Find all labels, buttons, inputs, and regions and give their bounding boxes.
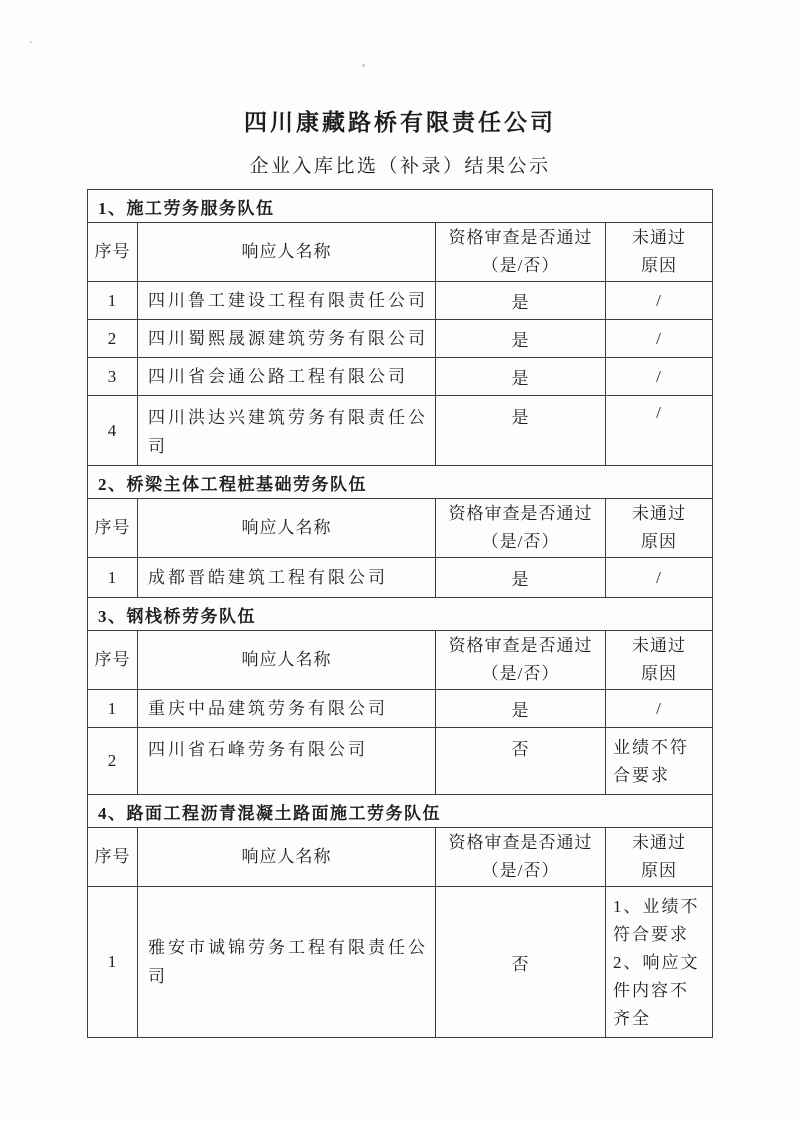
serial-cell: 2 xyxy=(88,320,138,358)
col-header-reason-line2: 原因 xyxy=(641,664,677,683)
col-header-qualification-line1: 资格审查是否通过 xyxy=(448,636,593,655)
company-name-cell: 成都晋皓建筑工程有限公司 xyxy=(138,558,436,598)
col-header-reason-line1: 未通过 xyxy=(632,228,686,247)
serial-cell: 3 xyxy=(88,358,138,396)
serial-cell: 1 xyxy=(88,282,138,320)
col-header-reason-line1: 未通过 xyxy=(632,833,686,852)
reason-cell: / xyxy=(606,558,713,598)
reason-cell xyxy=(606,887,713,1038)
column-header-row xyxy=(88,631,713,690)
pass-cell: 是 xyxy=(436,396,606,466)
reason-cell: / xyxy=(606,320,713,358)
col-header-qualification xyxy=(436,223,606,282)
column-header-row xyxy=(88,828,713,887)
col-header-reason-line1: 未通过 xyxy=(632,636,686,655)
pass-cell: 否 xyxy=(436,728,606,795)
pass-cell: 否 xyxy=(436,887,606,1038)
column-header-row xyxy=(88,223,713,282)
col-header-qualification xyxy=(436,499,606,558)
col-header-qualification-line2: （是/否） xyxy=(481,861,560,880)
reason-cell: / xyxy=(606,690,713,728)
col-header-reason-line2: 原因 xyxy=(641,532,677,551)
reason-item: 1、业绩不符合要求 xyxy=(613,897,700,944)
col-header-serial: 序号 xyxy=(88,499,138,558)
reason-cell: 业绩不符合要求 xyxy=(606,728,713,795)
serial-cell: 1 xyxy=(88,887,138,1038)
results-table xyxy=(87,189,713,1038)
pass-cell: 是 xyxy=(436,358,606,396)
table-row xyxy=(88,690,713,728)
col-header-qualification xyxy=(436,828,606,887)
reason-cell: / xyxy=(606,396,713,466)
col-header-qualification-line1: 资格审查是否通过 xyxy=(448,833,593,852)
col-header-qualification-line1: 资格审查是否通过 xyxy=(448,504,593,523)
col-header-serial: 序号 xyxy=(88,223,138,282)
company-name-cell: 四川省会通公路工程有限公司 xyxy=(138,358,436,396)
section-header-row xyxy=(88,190,713,223)
company-name-cell: 四川洪达兴建筑劳务有限责任公司 xyxy=(138,396,436,466)
col-header-serial: 序号 xyxy=(88,828,138,887)
reason-item: 2、响应文件内容不齐全 xyxy=(613,953,700,1028)
section-title: 1、施工劳务服务队伍 xyxy=(88,190,713,223)
col-header-reason xyxy=(606,631,713,690)
table-row xyxy=(88,358,713,396)
col-header-company: 响应人名称 xyxy=(138,223,436,282)
section-header-row xyxy=(88,466,713,499)
table-row xyxy=(88,887,713,1038)
col-header-company: 响应人名称 xyxy=(138,631,436,690)
section-header-row xyxy=(88,795,713,828)
section-title: 4、路面工程沥青混凝土路面施工劳务队伍 xyxy=(88,795,713,828)
company-name-cell: 四川鲁工建设工程有限责任公司 xyxy=(138,282,436,320)
reason-cell: / xyxy=(606,282,713,320)
section-title: 3、钢栈桥劳务队伍 xyxy=(88,598,713,631)
col-header-qualification-line2: （是/否） xyxy=(481,256,560,275)
col-header-company: 响应人名称 xyxy=(138,499,436,558)
serial-cell: 1 xyxy=(88,558,138,598)
document-title: 四川康藏路桥有限责任公司 xyxy=(244,110,556,135)
pass-cell: 是 xyxy=(436,320,606,358)
scan-speck xyxy=(362,64,365,67)
col-header-reason-line2: 原因 xyxy=(641,861,677,880)
reason-cell: / xyxy=(606,358,713,396)
company-name-cell: 雅安市诚锦劳务工程有限责任公司 xyxy=(138,887,436,1038)
col-header-reason-line2: 原因 xyxy=(641,256,677,275)
serial-cell: 2 xyxy=(88,728,138,795)
section-header-row xyxy=(88,598,713,631)
col-header-qualification-line1: 资格审查是否通过 xyxy=(448,228,593,247)
col-header-qualification-line2: （是/否） xyxy=(481,532,560,551)
col-header-company: 响应人名称 xyxy=(138,828,436,887)
table-row xyxy=(88,282,713,320)
serial-cell: 1 xyxy=(88,690,138,728)
section-title: 2、桥梁主体工程桩基础劳务队伍 xyxy=(88,466,713,499)
pass-cell: 是 xyxy=(436,690,606,728)
company-name-cell: 四川省石峰劳务有限公司 xyxy=(138,728,436,795)
table-row xyxy=(88,728,713,795)
col-header-reason xyxy=(606,828,713,887)
col-header-reason-line1: 未通过 xyxy=(632,504,686,523)
company-name-cell: 四川蜀熙晟源建筑劳务有限公司 xyxy=(138,320,436,358)
pass-cell: 是 xyxy=(436,558,606,598)
col-header-reason xyxy=(606,499,713,558)
col-header-qualification xyxy=(436,631,606,690)
col-header-qualification-line2: （是/否） xyxy=(481,664,560,683)
company-name-cell: 重庆中品建筑劳务有限公司 xyxy=(138,690,436,728)
col-header-reason xyxy=(606,223,713,282)
document-subtitle: 企业入库比选（补录）结果公示 xyxy=(249,156,551,177)
column-header-row xyxy=(88,499,713,558)
table-row xyxy=(88,396,713,466)
pass-cell: 是 xyxy=(436,282,606,320)
col-header-serial: 序号 xyxy=(88,631,138,690)
table-row xyxy=(88,558,713,598)
table-row xyxy=(88,320,713,358)
serial-cell: 4 xyxy=(88,396,138,466)
scan-speck xyxy=(30,41,32,43)
